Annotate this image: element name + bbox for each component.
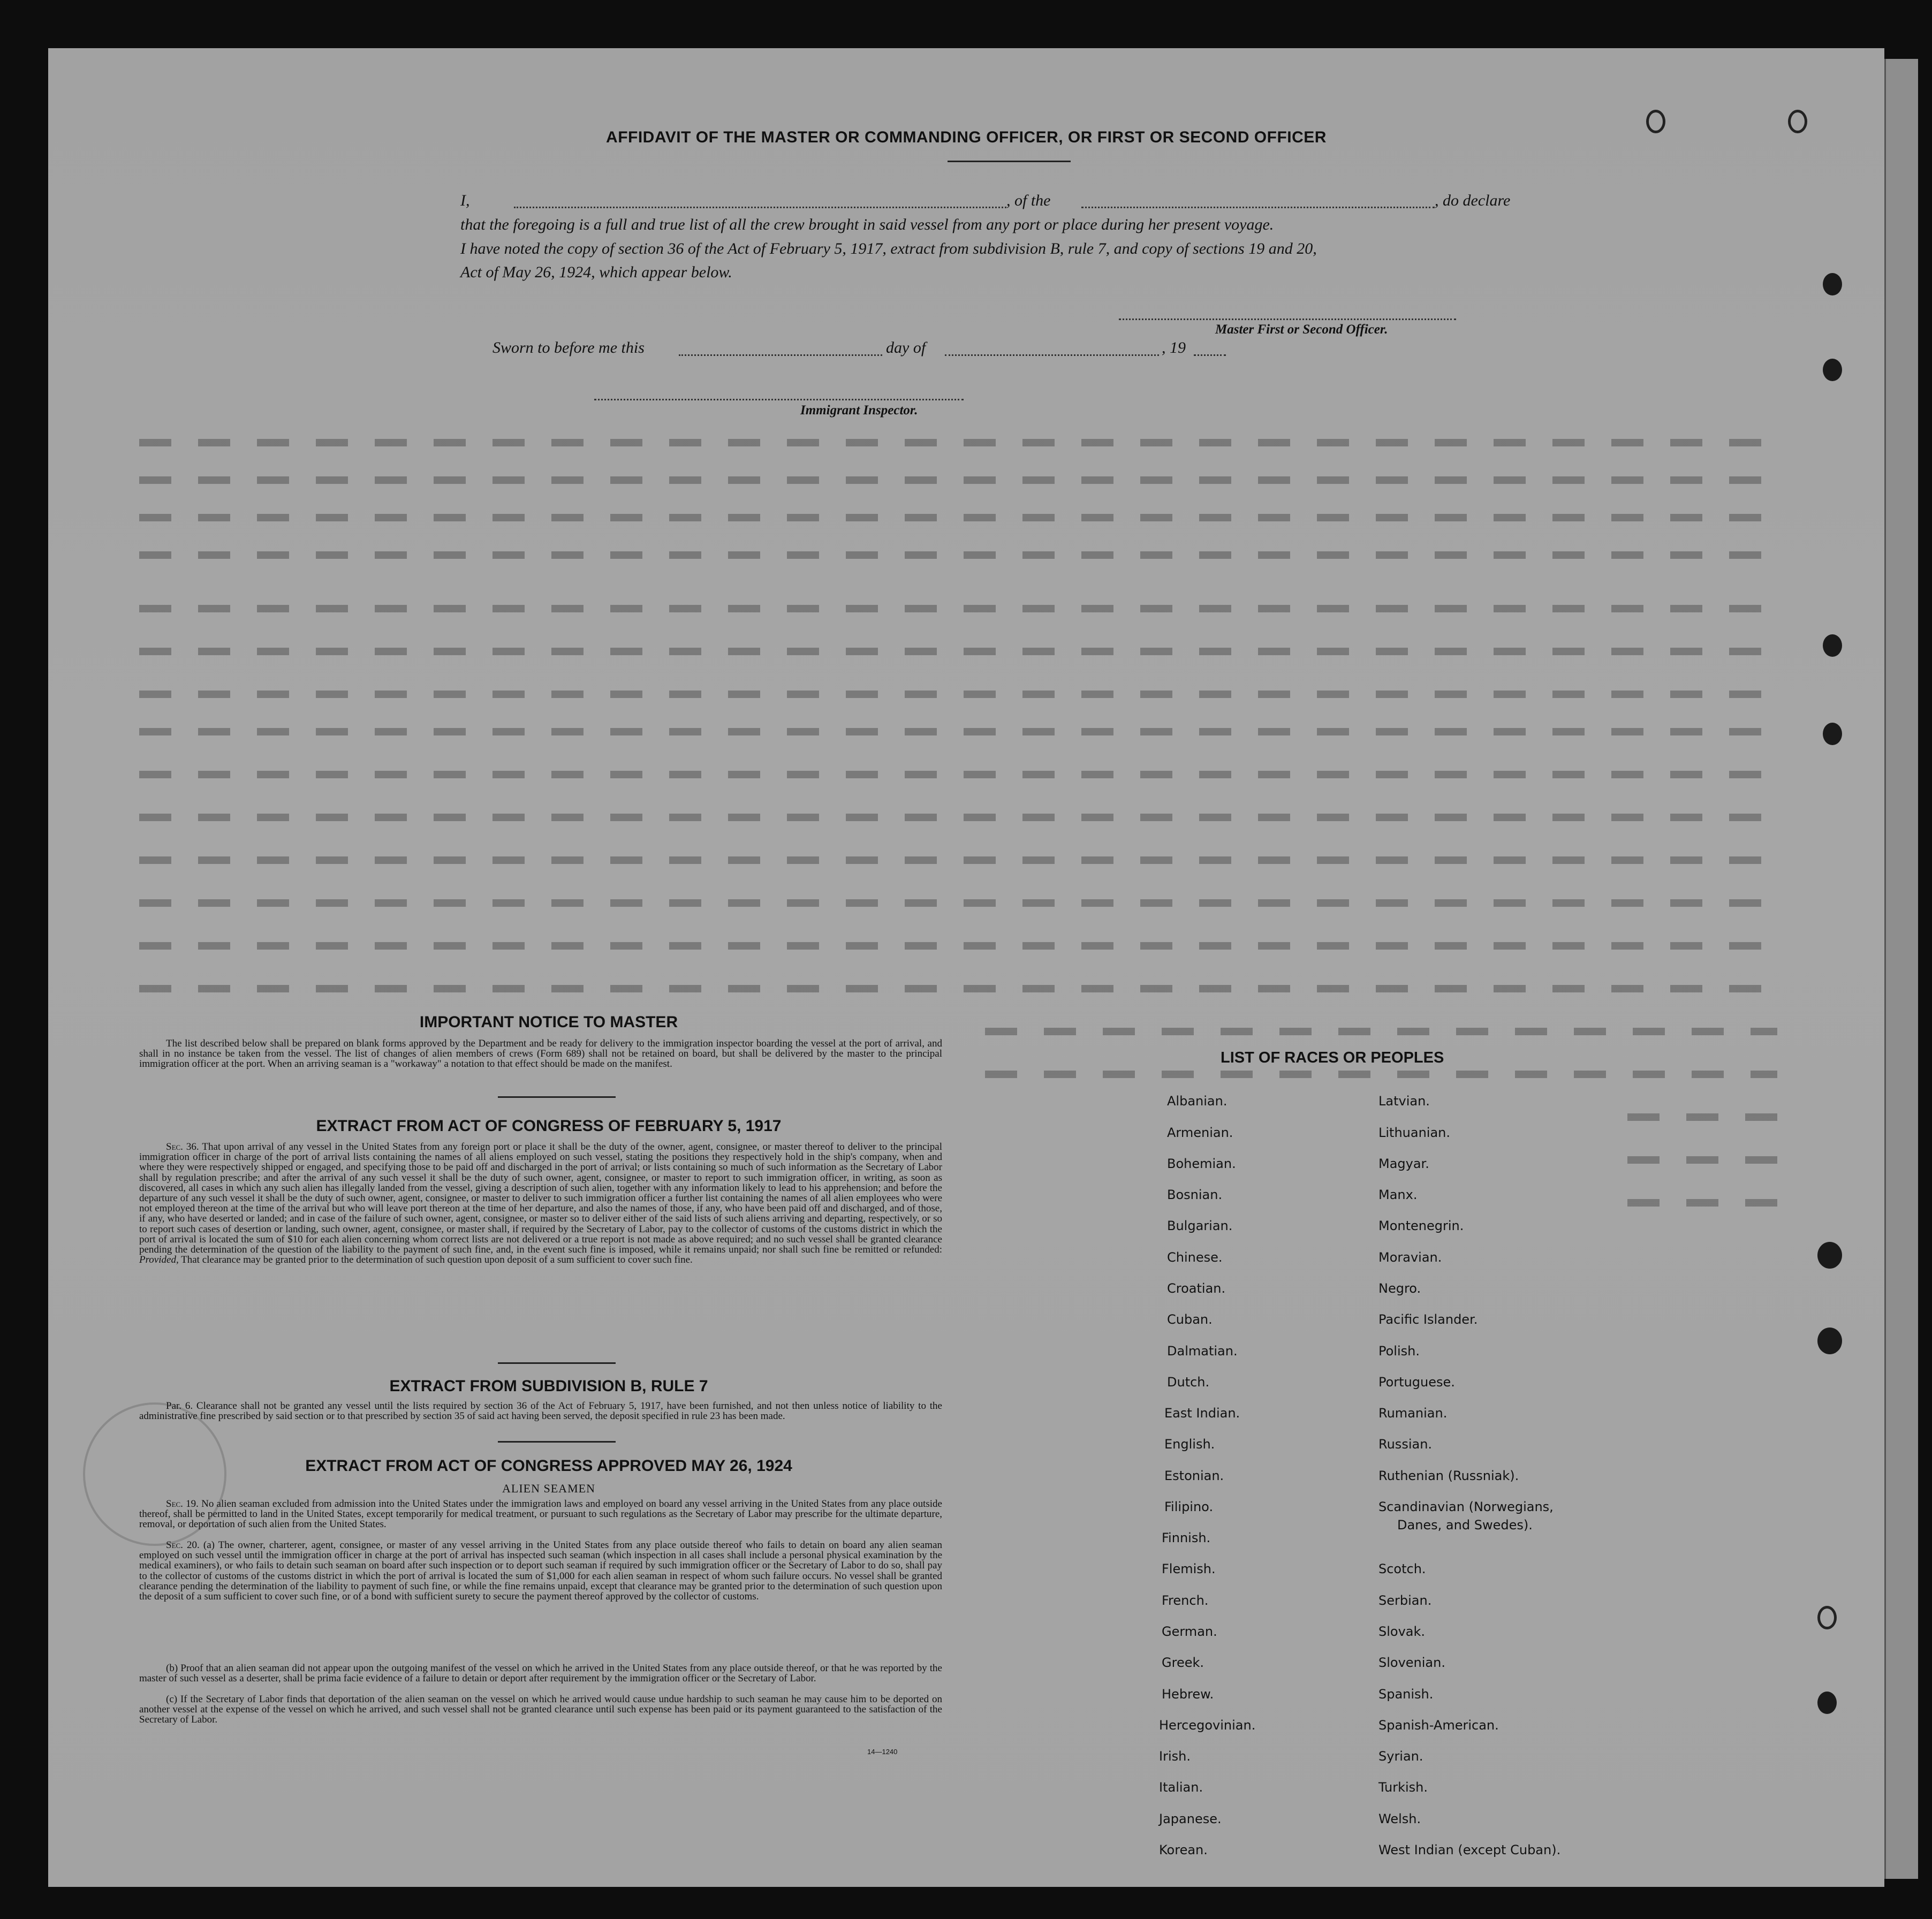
race-left-item: Estonian.: [1164, 1468, 1224, 1483]
divider-3: [498, 1441, 616, 1443]
race-left-item: Flemish.: [1162, 1561, 1216, 1576]
race-left-item: Irish.: [1159, 1749, 1191, 1764]
inspector-signature-label: Immigrant Inspector.: [800, 403, 918, 418]
sec-19-text: No alien seaman excluded from admission into the United States under the immigration laws and employed on board any vessel arriving in the United States from any place outside thereof, shall be permitted to land in the United States, except temporarily for medical treatment, or pursuant to such regulations as the Secretary of Labor may prescribe for the ultimate departure, removal, or deportation of such alien from the United States.: [139, 1498, 942, 1530]
sworn-month-field[interactable]: [945, 354, 1159, 356]
race-right-item: Pacific Islander.: [1378, 1312, 1478, 1327]
race-right-item: Latvian.: [1378, 1094, 1430, 1109]
alien-seamen-subtitle: ALIEN SEAMEN: [502, 1482, 595, 1495]
sec-19-paragraph: [139, 1499, 942, 1530]
proviso-word: Provided,: [139, 1254, 179, 1266]
notice-body: The list described below shall be prepared on blank forms approved by the Department and be ready for delivery to the immigration inspector boarding the vessel at the port of arrival, and shall in no instance be taken from the vessel. The list of changes of alien members of crews (Form 689) shall not be retained on board, but shall be delivered by the master to the principal immigration officer at the port. When an arriving seaman is a "workaway" a notation to that effect should be made on the manifest.: [139, 1038, 942, 1070]
race-left-item: Croatian.: [1167, 1281, 1226, 1296]
binder-hole: [1817, 1242, 1842, 1269]
vessel-name-field[interactable]: [1081, 207, 1435, 208]
race-right-item: Serbian.: [1378, 1593, 1432, 1608]
race-right-item: Welsh.: [1378, 1811, 1421, 1826]
declarant-name-field[interactable]: [514, 207, 1006, 208]
page-edge: [1884, 59, 1918, 1879]
rule7-body: Par. 6. Clearance shall not be granted any vessel until the lists required by section 36 of the Act of February 5, 1917, have been furnished, and not then unless notice of liability to the administrative fine prescribed by said section or to that prescribed by section 35 of said act having been served, the deposit specified in rule 23 has been made.: [139, 1400, 942, 1422]
affidavit-line-2: that the foregoing is a full and true list of all the crew brought in said vessel from any port or place during her present voyage.: [460, 216, 1274, 233]
race-right-item: Montenegrin.: [1378, 1218, 1464, 1233]
race-right-item: Scandinavian (Norwegians,: [1378, 1499, 1554, 1514]
race-right-item: Manx.: [1378, 1187, 1418, 1202]
affidavit-line-3: I have noted the copy of section 36 of the Act of February 5, 1917, extract from subdivision B, rule 7, and copy of sections 19 and 20,: [460, 240, 1317, 257]
race-left-item: Armenian.: [1167, 1125, 1233, 1140]
race-left-item: Dalmatian.: [1167, 1344, 1238, 1359]
race-right-item: Slovak.: [1378, 1624, 1426, 1639]
sworn-year-field[interactable]: [1194, 354, 1226, 356]
affidavit-of-the-label: , of the: [1006, 192, 1051, 209]
race-right-item: Moravian.: [1378, 1250, 1442, 1265]
race-right-item: Slovenian.: [1378, 1655, 1445, 1670]
race-left-item: Bosnian.: [1167, 1187, 1223, 1202]
year-prefix-label: , 19: [1162, 339, 1186, 357]
race-left-item: Japanese.: [1159, 1811, 1222, 1826]
race-left-item: Bulgarian.: [1167, 1218, 1233, 1233]
sec-20a-text: (a) The owner, charterer, agent, consignee, or master of any vessel arriving in the United States from any place outside thereof who fails to detain on board any alien seaman employed on such vessel until the immigration officer in charge at the port of arrival has inspected such seaman (which inspection in all cases shall include a personal physical examination by the medical examiners), or who fails to detain such seaman on board after such inspection or to deport such seaman if required by such immigration officer or the Secretary of Labor to do so, shall pay to the collector of customs of the customs district in which the port of arrival is located the sum of $1,000 for each alien seaman in respect of whom such failure occurs. No vessel shall be granted clearance pending the determination of the liability to payment of such fine, or while the fine remains unpaid, except that clearance may be granted prior to the determination of such question upon the deposit of a sum sufficient to cover such fine, or of a bond with sufficient surety to secure the payment thereof approved by the collector of customs.: [139, 1539, 943, 1603]
race-left-item: Greek.: [1162, 1655, 1204, 1670]
race-left-item: German.: [1162, 1624, 1217, 1639]
race-left-item: Filipino.: [1164, 1499, 1214, 1514]
extract-1924-title: EXTRACT FROM ACT OF CONGRESS APPROVED MAY 26, 1924: [305, 1457, 792, 1475]
race-right-item: Spanish.: [1378, 1687, 1434, 1702]
race-left-item: Hercegovinian.: [1159, 1718, 1256, 1733]
race-right-item: West Indian (except Cuban).: [1378, 1842, 1561, 1857]
binder-hole: [1788, 110, 1807, 133]
binder-hole: [1817, 1328, 1842, 1354]
race-right-item: Polish.: [1378, 1344, 1420, 1359]
notice-title: IMPORTANT NOTICE TO MASTER: [419, 1013, 678, 1031]
sec-20c-paragraph: (c) If the Secretary of Labor finds that deportation of the alien seaman on the vessel on which he arrived would cause undue hardship to such seaman he may cause him to be deported on another vessel at the expense of the vessel on which he arrived, and such vessel shall not be granted clearance until such expense has been paid or its payment guaranteed to the satisfaction of the Secretary of Labor.: [139, 1694, 942, 1726]
race-left-item: Korean.: [1159, 1842, 1208, 1857]
affidavit-title: AFFIDAVIT OF THE MASTER OR COMMANDING OFFICER, OR FIRST OR SECOND OFFICER: [606, 128, 1327, 146]
race-left-item: Finnish.: [1162, 1530, 1211, 1545]
races-title: LIST OF RACES OR PEOPLES: [1221, 1049, 1444, 1066]
divider-1: [498, 1096, 616, 1098]
race-right-item: Rumanian.: [1378, 1406, 1448, 1421]
rule7-title: EXTRACT FROM SUBDIVISION B, RULE 7: [389, 1377, 708, 1395]
race-right-item: Russian.: [1378, 1437, 1433, 1452]
race-left-item: Cuban.: [1167, 1312, 1213, 1327]
affidavit-declare-label: , do declare: [1435, 192, 1511, 209]
divider-2: [498, 1362, 616, 1364]
race-right-item: Lithuanian.: [1378, 1125, 1451, 1140]
race-left-item: East Indian.: [1164, 1406, 1240, 1421]
binder-hole: [1823, 723, 1842, 745]
faded-seal-stamp: [83, 1402, 226, 1546]
binder-hole: [1646, 110, 1665, 133]
binder-hole: [1817, 1606, 1837, 1629]
race-right-item: Portuguese.: [1378, 1375, 1455, 1390]
race-right-item: Magyar.: [1378, 1156, 1429, 1171]
race-right-item: Ruthenian (Russniak).: [1378, 1468, 1519, 1483]
sec-20b-paragraph: (b) Proof that an alien seaman did not appear upon the outgoing manifest of the vessel on which he arrived in the United States from any place outside thereof, or that he was reported by the master of such vessel as a deserter, shall be prima facie evidence of a failure to detain or deport after requirement by the immigration officer or the Secretary of Labor.: [139, 1663, 942, 1685]
affidavit-i-label: I,: [460, 192, 470, 209]
binder-hole: [1823, 634, 1842, 657]
sec-36-label: Sec. 36.: [166, 1141, 199, 1152]
sworn-label: Sworn to before me this: [493, 339, 645, 357]
race-right-item: Negro.: [1378, 1281, 1421, 1296]
race-left-item: Albanian.: [1167, 1094, 1228, 1109]
sec-36-text: That upon arrival of any vessel in the United States from any foreign port or place it shall be the duty of the owner, agent, consignee, or master thereof to deliver to the principal immigration officer in charge of the port of arrival lists containing the names of all aliens employed on such vessel, stating the positions they respectively hold in the ship's company, when and where they were respectively shipped or engaged, and specifying those to be paid off and discharged in the port of arrival; or lists containing so much of such information as the Secretary of Labor shall by regulation prescribe; and after the arrival of any such vessel it shall be the duty of such owner, agent, consignee, or master to report to such immigration officer, in writing, as soon as discovered, all cases in which any such alien has illegally landed from the vessel, giving a description of such alien, together with any information likely to lead to his apprehension; and before the departure of any such vessel it shall be the duty of such owner, agent, consignee, or master to deliver to such immigration officer a further list containing the names of all alien employees who were not employed thereon at the time of the arrival but who will leave port thereon at the time of her departure, and also the names of those, if any, who have been paid off and discharged, and of those, if any, who have deserted or landed; and in case of the failure of such owner, agent, consignee, or master so to deliver either of the said lists of such aliens arriving and departing, respectively, or so to report such cases of desertion or landing, such owner, agent, consignee, or master shall, if required by the Secretary of Labor, pay to the collector of customs of the customs district in which the port of arrival is located the sum of $10 for each alien concerning whom correct lists are not delivered or a true report is not made as above required; and no such vessel shall be granted clearance pending the determination of the question of the liability to the payment of such fine, and, in the event such fine is imposed, while it remains unpaid; nor shall such fine be remitted or refunded:: [139, 1141, 942, 1256]
race-left-item: Hebrew.: [1162, 1687, 1214, 1702]
race-right-item: Syrian.: [1378, 1749, 1423, 1764]
document-page: [48, 48, 1884, 1887]
sec-19-label: Sec. 19.: [166, 1498, 199, 1510]
race-left-item: French.: [1162, 1593, 1209, 1608]
race-left-item: Italian.: [1159, 1780, 1203, 1795]
race-left-item: Dutch.: [1167, 1375, 1210, 1390]
sec-20-label: Sec. 20.: [166, 1539, 200, 1551]
sworn-day-field[interactable]: [679, 354, 882, 356]
master-signature-label: Master First or Second Officer.: [1215, 322, 1388, 337]
race-right-item: Danes, and Swedes).: [1397, 1518, 1533, 1533]
race-right-item: Scotch.: [1378, 1561, 1426, 1576]
race-right-item: Turkish.: [1378, 1780, 1428, 1795]
race-left-item: English.: [1164, 1437, 1215, 1452]
binder-hole: [1817, 1692, 1837, 1714]
race-left-item: Chinese.: [1167, 1250, 1223, 1265]
proviso-text: That clearance may be granted prior to the determination of such question upon deposit of a sum sufficient to cover such fine.: [181, 1254, 693, 1266]
extract-1917-title: EXTRACT FROM ACT OF CONGRESS OF FEBRUARY 5, 1917: [316, 1117, 782, 1135]
master-signature-field[interactable]: [1119, 318, 1456, 320]
extract-1917-body: [139, 1142, 942, 1265]
day-of-label: day of: [886, 339, 926, 357]
binder-hole: [1823, 273, 1842, 295]
form-number: 14—1240: [867, 1748, 898, 1756]
sec-20a-paragraph: [139, 1540, 942, 1602]
race-left-item: Bohemian.: [1167, 1156, 1236, 1171]
binder-hole: [1823, 359, 1842, 381]
race-right-item: Spanish-American.: [1378, 1718, 1499, 1733]
inspector-signature-field[interactable]: [594, 399, 964, 400]
affidavit-line-4: Act of May 26, 1924, which appear below.: [460, 263, 732, 281]
title-divider: [948, 161, 1071, 162]
